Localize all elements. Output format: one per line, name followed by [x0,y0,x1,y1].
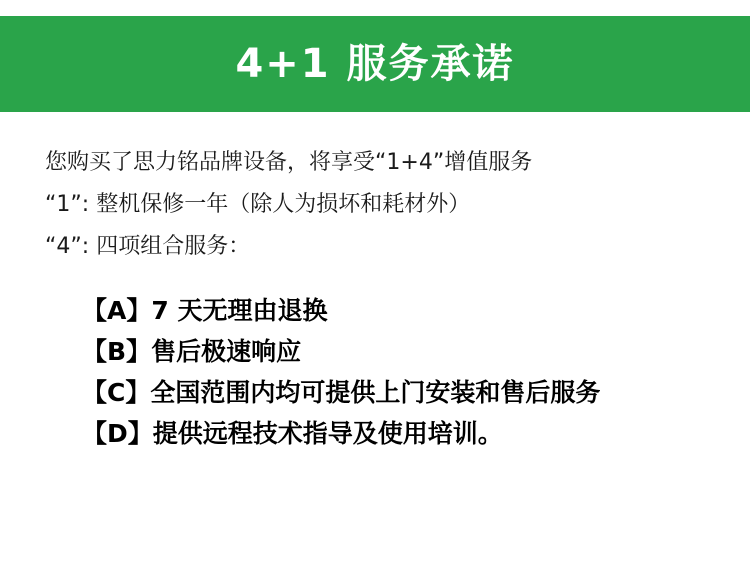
list-item [82,331,722,372]
list-item-label: 提供远程技术指导及使用培训。 [152,419,503,448]
list-item-label: 7 天无理由退换 [151,296,328,325]
list-item-tag: 【C】 [82,378,151,407]
page-title: 4+1 服务承诺 [235,41,515,87]
list-item-tag: 【A】 [82,296,152,325]
service-list [82,290,722,454]
intro-line-3: “4”: 四项组合服务： [45,234,251,259]
list-item [82,290,722,331]
list-item [82,413,722,454]
list-item-label: 售后极速响应 [151,337,302,366]
header-banner [0,16,750,112]
list-item-tag: 【D】 [82,419,153,448]
list-item-tag: 【B】 [82,337,152,366]
intro-line-2: “1”: 整机保修一年（除人为损坏和耗材外） [45,192,471,217]
intro-line-1: 您购买了思力铭品牌设备，将享受“1+4”增值服务 [45,150,533,175]
intro-paragraph [45,145,715,271]
list-item [82,372,722,413]
list-item-label: 全国范围内均可提供上门安装和售后服务 [150,378,601,407]
